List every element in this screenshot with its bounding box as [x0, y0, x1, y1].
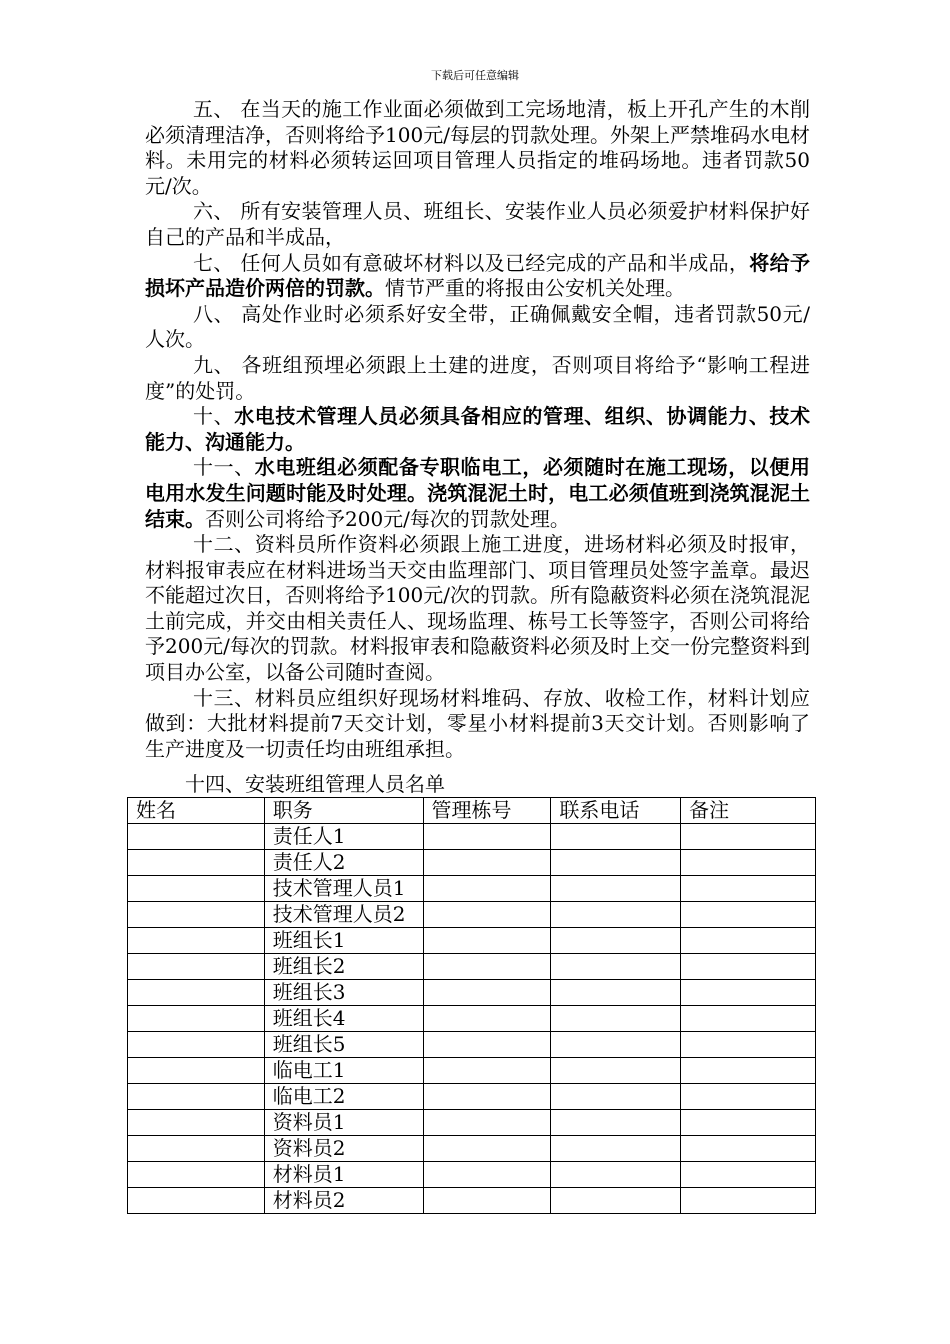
cell-remarks [681, 1084, 816, 1110]
paragraph-11-bold: 水电班组必须配备专职临电工，必须随时在施工现场，以便用电用水发生问题时能及时处理。浇筑混泥土时，电工必须值班到浇筑混泥土结束。 [145, 455, 811, 531]
cell-phone [551, 1032, 681, 1058]
cell-name [128, 824, 265, 850]
paragraph-10 [145, 404, 810, 455]
cell-building [423, 1058, 551, 1084]
table-row [128, 824, 816, 850]
header-building: 管理栋号 [423, 798, 551, 824]
cell-name [128, 850, 265, 876]
cell-name [128, 1058, 265, 1084]
cell-building [423, 1084, 551, 1110]
cell-phone [551, 1136, 681, 1162]
cell-position: 班组长3 [264, 980, 423, 1006]
cell-name [128, 1136, 265, 1162]
cell-building [423, 824, 551, 850]
cell-remarks [681, 902, 816, 928]
cell-phone [551, 928, 681, 954]
table-row [128, 902, 816, 928]
cell-position: 资料员1 [264, 1110, 423, 1136]
cell-building [423, 850, 551, 876]
cell-name [128, 1110, 265, 1136]
paragraph-7-bold: 将给予损坏产品造价两倍的罚款。 [145, 250, 811, 301]
cell-position: 责任人2 [264, 850, 423, 876]
table-row [128, 928, 816, 954]
cell-name [128, 1188, 265, 1214]
table-row [128, 1032, 816, 1058]
cell-building [423, 1136, 551, 1162]
cell-position: 资料员2 [264, 1136, 423, 1162]
table-header-row [128, 798, 816, 824]
cell-building [423, 1162, 551, 1188]
cell-name [128, 1162, 265, 1188]
cell-building [423, 1110, 551, 1136]
cell-remarks [681, 1162, 816, 1188]
cell-name [128, 928, 265, 954]
cell-name [128, 1006, 265, 1032]
cell-remarks [681, 954, 816, 980]
cell-building [423, 954, 551, 980]
cell-position: 班组长2 [264, 954, 423, 980]
cell-name [128, 1084, 265, 1110]
cell-phone [551, 1188, 681, 1214]
cell-remarks [681, 1188, 816, 1214]
paragraph-7-tail: 情节严重的将报由公安机关处理。 [385, 276, 685, 301]
cell-remarks [681, 876, 816, 902]
cell-name [128, 876, 265, 902]
table-row [128, 1084, 816, 1110]
cell-remarks [681, 1110, 816, 1136]
paragraph-7 [145, 251, 810, 302]
cell-position: 临电工1 [264, 1058, 423, 1084]
table-row [128, 1188, 816, 1214]
cell-name [128, 980, 265, 1006]
cell-phone [551, 876, 681, 902]
header-position: 职务 [264, 798, 423, 824]
cell-remarks [681, 824, 816, 850]
cell-phone [551, 902, 681, 928]
table-row [128, 1162, 816, 1188]
header-remarks: 备注 [681, 798, 816, 824]
cell-name [128, 954, 265, 980]
page-header: 下载后可任意编辑 [431, 69, 519, 82]
header-phone: 联系电话 [551, 798, 681, 824]
cell-phone [551, 1084, 681, 1110]
table-row [128, 980, 816, 1006]
paragraph-8: 八、 高处作业时必须系好安全带，正确佩戴安全帽，违者罚款50元/人次。 [145, 301, 810, 352]
paragraph-6: 六、 所有安装管理人员、班组长、安装作业人员必须爱护材料保护好自己的产品和半成品， [145, 199, 810, 249]
cell-phone [551, 1110, 681, 1136]
cell-position: 材料员2 [264, 1188, 423, 1214]
paragraph-12: 十二、资料员所作资料必须跟上施工进度，进场材料必须及时报审，材料报审表应在材料进场当天交由监理部门、项目管理员处签字盖章。最迟不能超过次日，否则将给予100元/次的罚款。所有隐蔽资料必须在浇筑混泥土前完成，并交由相关责任人、现场监理、栋号工长等签字，否则公司将给予200元/每次的罚款。材料报审表和隐蔽资料必须及时上交一份完整资料到项目办公室，以备公司随时查阅。 [145, 532, 810, 685]
cell-phone [551, 850, 681, 876]
cell-position: 班组长1 [264, 928, 423, 954]
cell-position: 责任人1 [264, 824, 423, 850]
cell-position: 材料员1 [264, 1162, 423, 1188]
cell-position: 班组长5 [264, 1032, 423, 1058]
paragraph-11 [145, 455, 810, 532]
staff-table [127, 797, 816, 1214]
cell-phone [551, 980, 681, 1006]
cell-remarks [681, 1058, 816, 1084]
table-row [128, 954, 816, 980]
cell-remarks [681, 850, 816, 876]
paragraph-13: 十三、材料员应组织好现场材料堆码、存放、收检工作，材料计划应做到：大批材料提前7天交计划，零星小材料提前3天交计划。否则影响了生产进度及一切责任均由班组承担。 [145, 685, 810, 761]
cell-building [423, 1032, 551, 1058]
cell-name [128, 902, 265, 928]
cell-phone [551, 954, 681, 980]
paragraph-11-tail: 否则公司将给予200元/每次的罚款处理。 [205, 506, 570, 531]
cell-name [128, 1032, 265, 1058]
cell-building [423, 928, 551, 954]
cell-building [423, 980, 551, 1006]
cell-remarks [681, 928, 816, 954]
cell-position: 技术管理人员1 [264, 876, 423, 902]
cell-building [423, 902, 551, 928]
table-row [128, 876, 816, 902]
table-row [128, 850, 816, 876]
paragraph-10-bold: 水电技术管理人员必须具备相应的管理、组织、协调能力、技术能力、沟通能力。 [145, 404, 811, 454]
cell-position: 临电工2 [264, 1084, 423, 1110]
cell-building [423, 1188, 551, 1214]
cell-remarks [681, 1136, 816, 1162]
cell-phone [551, 1162, 681, 1188]
table-row [128, 1006, 816, 1032]
cell-phone [551, 824, 681, 850]
cell-remarks [681, 1006, 816, 1032]
cell-position: 班组长4 [264, 1006, 423, 1032]
table-row [128, 1110, 816, 1136]
paragraph-7-text: 七、 任何人员如有意破坏材料以及已经完成的产品和半成品， [193, 250, 750, 275]
table-row [128, 1058, 816, 1084]
paragraph-5: 五、 在当天的施工作业面必须做到工完场地清，板上开孔产生的木削必须清理洁净，否则将给予100元/每层的罚款处理。外架上严禁堆码水电材料。未用完的材料必须转运回项目管理人员指定的堆码场地。违者罚款50元/次。 [145, 97, 810, 198]
cell-building [423, 1006, 551, 1032]
paragraph-9: 九、 各班组预埋必须跟上土建的进度，否则项目将给予“影响工程进度”的处罚。 [145, 352, 810, 403]
table-title: 十四、安装班组管理人员名单 [185, 772, 445, 796]
cell-phone [551, 1058, 681, 1084]
cell-remarks [681, 980, 816, 1006]
header-name: 姓名 [128, 798, 265, 824]
table-row [128, 1136, 816, 1162]
cell-remarks [681, 1032, 816, 1058]
paragraph-11-number: 十一、 [193, 455, 255, 480]
document-body [145, 97, 810, 762]
cell-phone [551, 1006, 681, 1032]
cell-position: 技术管理人员2 [264, 902, 423, 928]
paragraph-10-number: 十、 [193, 404, 235, 429]
cell-building [423, 876, 551, 902]
